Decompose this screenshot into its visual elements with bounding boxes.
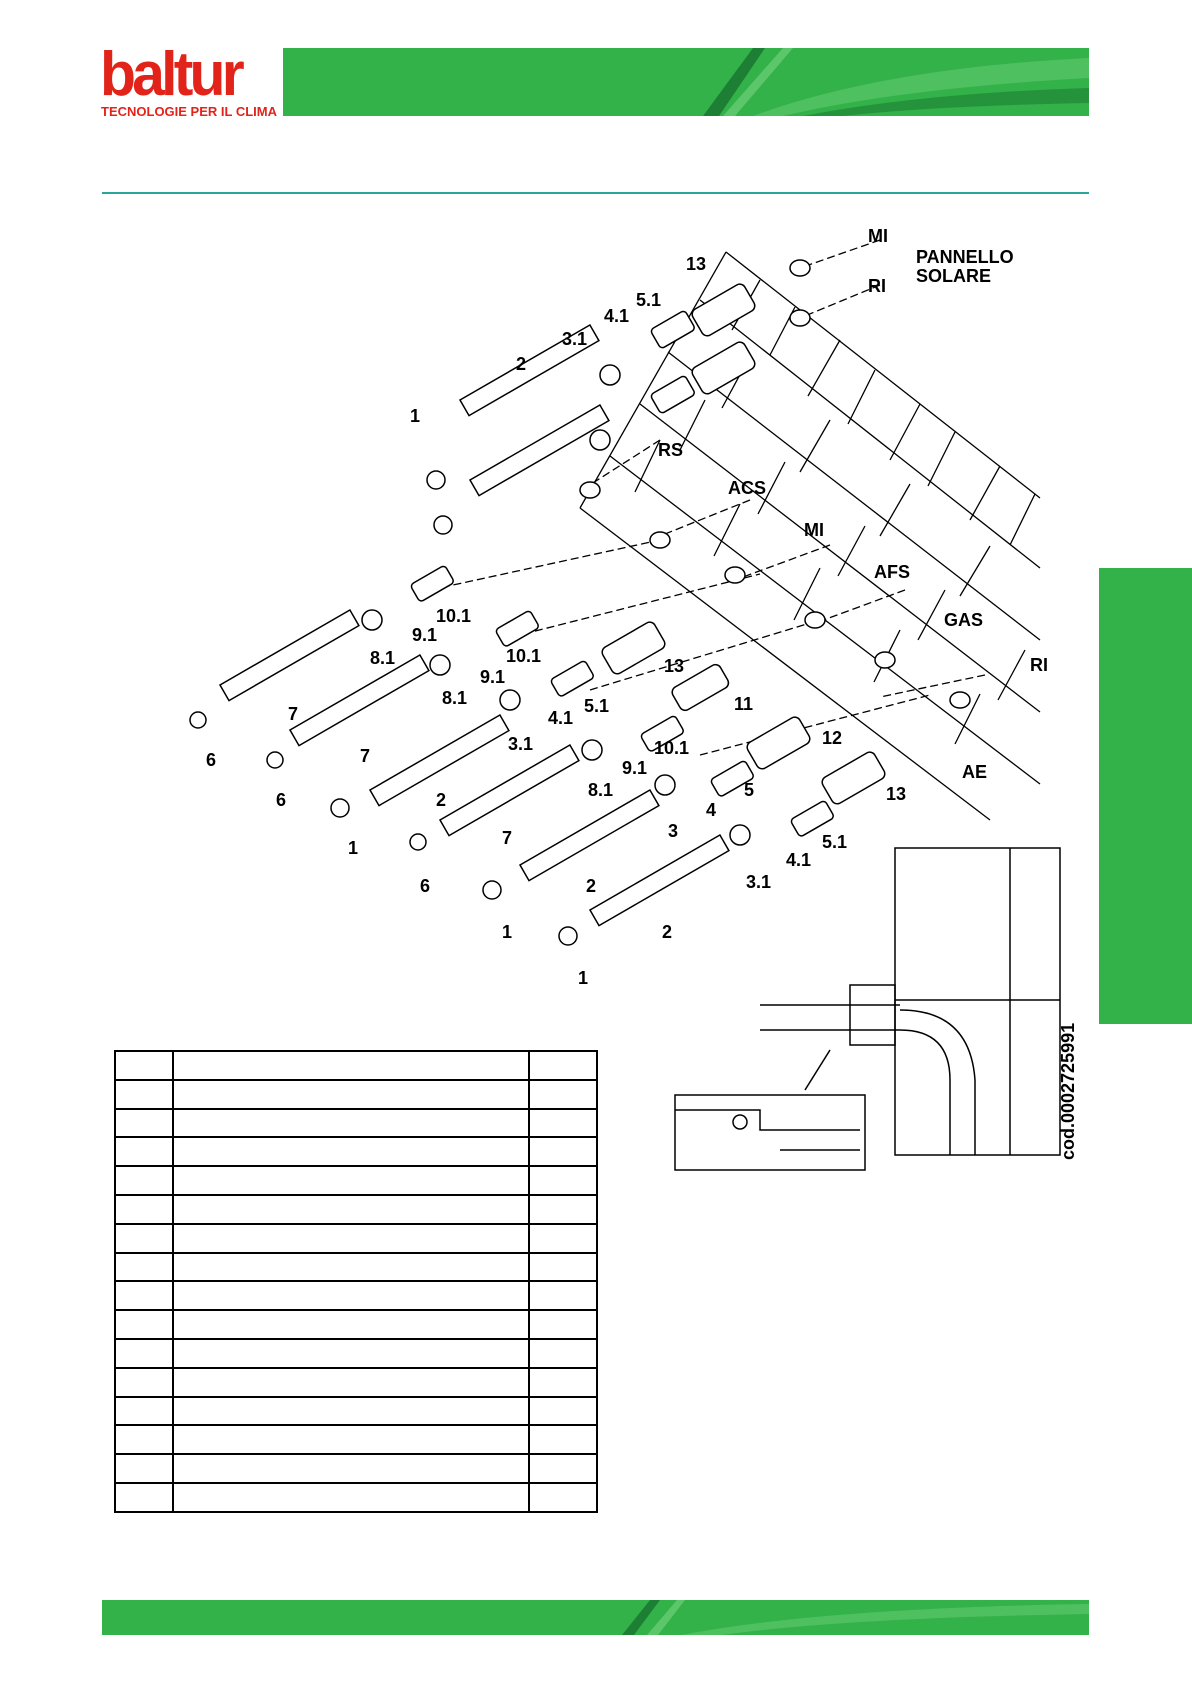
callout-1: 1 xyxy=(502,922,513,942)
table-cell xyxy=(173,1137,529,1166)
table-cell xyxy=(173,1224,529,1253)
table-cell xyxy=(173,1166,529,1195)
table-cell xyxy=(173,1051,529,1080)
callout-5-1: 5.1 xyxy=(584,696,610,716)
table-row xyxy=(115,1281,597,1310)
table-cell xyxy=(529,1339,597,1368)
label-afs: AFS xyxy=(874,562,910,582)
callout-10-1: 10.1 xyxy=(436,606,472,626)
table-cell xyxy=(115,1224,173,1253)
callout-6: 6 xyxy=(276,790,287,810)
callout-4-1: 4.1 xyxy=(548,708,574,728)
callout-6: 6 xyxy=(420,876,431,896)
table-cell xyxy=(173,1253,529,1282)
table-cell xyxy=(115,1368,173,1397)
table-cell xyxy=(529,1281,597,1310)
callout-2: 2 xyxy=(662,922,673,942)
label-ri-solar: RI xyxy=(868,276,886,296)
callout-1: 1 xyxy=(348,838,359,858)
table-cell xyxy=(173,1483,529,1512)
detail-drawing xyxy=(675,848,1060,1170)
callout-5: 5 xyxy=(744,780,755,800)
table-cell xyxy=(115,1253,173,1282)
table-cell xyxy=(115,1195,173,1224)
callout-13: 13 xyxy=(664,656,685,676)
table-cell xyxy=(173,1195,529,1224)
callout-6: 6 xyxy=(206,750,217,770)
callout-3: 3 xyxy=(668,821,679,841)
table-row xyxy=(115,1425,597,1454)
callout-9-1: 9.1 xyxy=(480,667,506,687)
table-cell xyxy=(173,1109,529,1138)
logo-wordmark: baltur xyxy=(100,40,241,109)
callout-7: 7 xyxy=(288,704,299,724)
table-row xyxy=(115,1310,597,1339)
table-cell xyxy=(173,1339,529,1368)
table-cell xyxy=(115,1454,173,1483)
callout-3-1: 3.1 xyxy=(562,329,588,349)
table-cell xyxy=(115,1281,173,1310)
callout-2: 2 xyxy=(516,354,527,374)
label-ae: AE xyxy=(962,762,988,782)
callout-5-1: 5.1 xyxy=(822,832,848,852)
table-row xyxy=(115,1137,597,1166)
table-cell xyxy=(529,1483,597,1512)
table-cell xyxy=(115,1425,173,1454)
label-gas: GAS xyxy=(944,610,984,630)
table-row xyxy=(115,1195,597,1224)
label-rs: RS xyxy=(658,440,684,460)
table-cell xyxy=(529,1425,597,1454)
logo-tagline: TECNOLOGIE PER IL CLIMA xyxy=(101,104,277,119)
callout-3-1: 3.1 xyxy=(746,872,772,892)
table-cell xyxy=(115,1051,173,1080)
callout-4-1: 4.1 xyxy=(604,306,630,326)
table-cell xyxy=(529,1137,597,1166)
label-pannello: PANNELLO xyxy=(916,247,1014,267)
callout-8-1: 8.1 xyxy=(588,780,614,800)
table-cell xyxy=(529,1454,597,1483)
label-ri: RI xyxy=(1030,655,1048,675)
callout-12: 12 xyxy=(822,728,843,748)
callout-2: 2 xyxy=(586,876,597,896)
table-cell xyxy=(529,1195,597,1224)
callout-5-1: 5.1 xyxy=(636,290,662,310)
callout-8-1: 8.1 xyxy=(370,648,396,668)
table-row xyxy=(115,1109,597,1138)
table-row xyxy=(115,1483,597,1512)
label-acs: ACS xyxy=(728,478,767,498)
label-solare: SOLARE xyxy=(916,266,992,286)
parts-table xyxy=(114,1050,598,1513)
table-cell xyxy=(173,1397,529,1426)
table-cell xyxy=(529,1109,597,1138)
table-cell xyxy=(173,1281,529,1310)
table-row xyxy=(115,1397,597,1426)
table-cell xyxy=(529,1253,597,1282)
table-cell xyxy=(115,1310,173,1339)
table-row xyxy=(115,1051,597,1080)
table-row xyxy=(115,1166,597,1195)
callout-9-1: 9.1 xyxy=(622,758,648,778)
table-cell xyxy=(529,1166,597,1195)
document-code: cod.0002725991 xyxy=(1058,1022,1078,1160)
table-cell xyxy=(529,1397,597,1426)
table-row xyxy=(115,1080,597,1109)
table-cell xyxy=(173,1454,529,1483)
footer-banner xyxy=(102,1600,1089,1635)
table-cell xyxy=(173,1310,529,1339)
table-cell xyxy=(529,1080,597,1109)
table-cell xyxy=(115,1137,173,1166)
table-cell xyxy=(115,1339,173,1368)
table-cell xyxy=(529,1310,597,1339)
callout-1: 1 xyxy=(578,968,589,988)
callout-10-1: 10.1 xyxy=(654,738,690,758)
callout-3-1: 3.1 xyxy=(508,734,534,754)
table-cell xyxy=(115,1397,173,1426)
callout-4-1: 4.1 xyxy=(786,850,812,870)
label-mi: MI xyxy=(804,520,824,540)
table-cell xyxy=(115,1483,173,1512)
label-mi-solar: MI xyxy=(868,226,888,246)
callout-1: 1 xyxy=(410,406,421,426)
pipe-parts xyxy=(190,260,970,945)
table-cell xyxy=(173,1425,529,1454)
table-cell xyxy=(529,1224,597,1253)
table-row xyxy=(115,1368,597,1397)
callout-7: 7 xyxy=(360,746,371,766)
table-row xyxy=(115,1253,597,1282)
table-cell xyxy=(115,1080,173,1109)
table-cell xyxy=(529,1051,597,1080)
callout-10-1: 10.1 xyxy=(506,646,542,666)
table-cell xyxy=(529,1368,597,1397)
table-row xyxy=(115,1339,597,1368)
callout-7: 7 xyxy=(502,828,513,848)
callout-8-1: 8.1 xyxy=(442,688,468,708)
callout-9-1: 9.1 xyxy=(412,625,438,645)
table-cell xyxy=(173,1368,529,1397)
table-row xyxy=(115,1224,597,1253)
table-cell xyxy=(115,1109,173,1138)
table-cell xyxy=(173,1080,529,1109)
callout-11: 11 xyxy=(734,694,754,714)
callout-13: 13 xyxy=(686,254,707,274)
table-cell xyxy=(115,1166,173,1195)
callout-4: 4 xyxy=(706,800,717,820)
callout-13: 13 xyxy=(886,784,907,804)
table-row xyxy=(115,1454,597,1483)
callout-2: 2 xyxy=(436,790,447,810)
